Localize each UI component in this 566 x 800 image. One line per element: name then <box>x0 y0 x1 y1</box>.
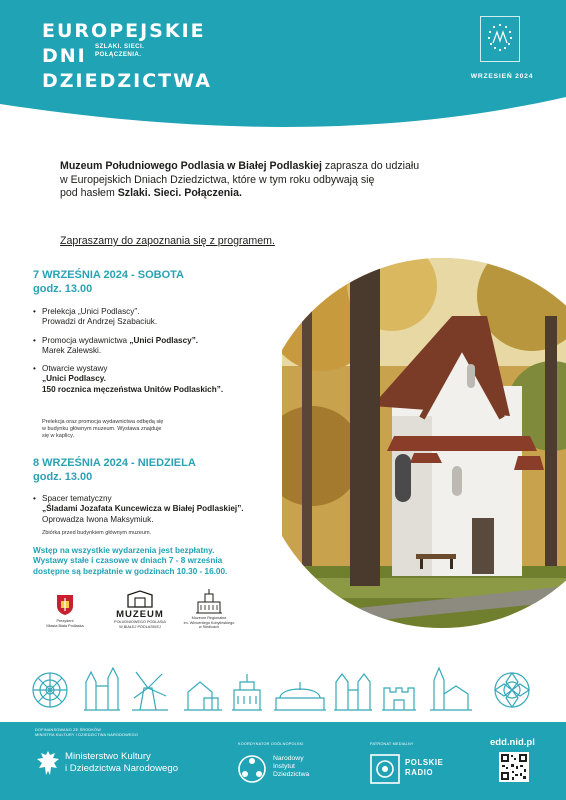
day-1-item-3-title-1: „Unici Podlascy. <box>42 374 107 384</box>
partner-1-line-1: Prezydent <box>56 619 74 623</box>
day-2-time: godz. 13.00 <box>33 471 93 483</box>
qr-code-icon[interactable] <box>499 752 529 782</box>
cathedral-icon <box>334 674 372 710</box>
intro-paragraph <box>60 160 490 201</box>
nid-line-1: Narodowy <box>273 755 304 762</box>
museum-name: Muzeum Południowego Podlasia w Białej Podlaskiej <box>60 160 322 172</box>
partner-2-sub-1: POŁUDNIOWEGO PODLASIA <box>114 620 166 624</box>
free-entry-note <box>33 546 227 577</box>
radio-line-1: POLSKIE <box>405 758 444 767</box>
intro-text-1: zaprasza do udziału <box>321 160 420 172</box>
brand-tagline <box>95 43 144 59</box>
coordinator-caption: KOORDYNATOR OGÓLNOPOLSKI <box>238 742 304 746</box>
church-icon <box>430 668 472 710</box>
day-1-item-1-sub: Prowadzi dr Andrzej Szabaciuk. <box>42 317 158 327</box>
day-1-note-line-1: Prelekcja oraz promocja wydawnictwa odbędą się <box>42 419 164 425</box>
day-2-item-1-title: „Śladami Jozafata Kuncewicza w Białej Podlaskiej”. <box>42 504 244 514</box>
partner-regional-museum <box>180 588 238 630</box>
house-icon <box>184 682 222 710</box>
chapel-photo <box>282 256 566 630</box>
partner-1-line-2: Miasta Biała Podlaska <box>46 623 84 628</box>
day-1-item-3-pre: Otwarcie wystawy <box>42 364 108 373</box>
bullet-icon: • <box>33 364 36 373</box>
day-1-item-1 <box>33 307 158 328</box>
funding-caption-1: DOFINANSOWANO ZE ŚRODKÓW <box>35 728 102 732</box>
tagline-line-2: POŁĄCZENIA. <box>95 51 142 58</box>
ministry-name <box>65 751 178 774</box>
day-1-title: 7 WRZEŚNIA 2024 - SOBOTA <box>33 269 184 281</box>
day-2-item-1-sub: Oprowadza Iwona Maksymiuk. <box>42 514 154 524</box>
ornament-icon <box>495 673 529 707</box>
stars-icon <box>481 17 519 61</box>
bullet-icon: • <box>33 494 36 503</box>
city-crest-icon <box>56 594 74 616</box>
free-entry-line-2: Wystawy stałe i czasowe w dniach 7 - 8 września <box>33 556 223 566</box>
day-1-item-3-title-2: 150 rocznica męczeństwa Unitów Podlaskich”. <box>42 384 224 394</box>
day-1-note-line-3: się w kaplicy. <box>42 433 74 440</box>
partner-2-name: MUZEUM <box>116 609 164 620</box>
heritage-icons-row <box>28 664 540 716</box>
palace-outline-icon <box>232 674 262 710</box>
radio-name <box>405 758 443 777</box>
nid-line-3: Dziedzictwa <box>273 771 310 778</box>
eagle-emblem-icon <box>35 749 61 779</box>
event-motto: Szlaki. Sieci. Połączenia. <box>117 187 242 200</box>
day-1-note-line-2: w budynku głównym muzeum. Wystawa znajduje <box>42 426 162 433</box>
nid-logo-icon <box>236 753 268 785</box>
day-2-title: 8 WRZEŚNIA 2024 - NIEDZIELA <box>33 457 196 469</box>
nid-name <box>273 755 309 779</box>
nid-line-2: Instytut <box>273 763 295 770</box>
day-1-item-2 <box>33 336 199 357</box>
towers-icon <box>84 668 120 710</box>
day-2-note: Zbiórka przed budynkiem głównym muzeum. <box>42 530 152 536</box>
day-1-time: godz. 13.00 <box>33 283 93 295</box>
funding-caption-2: MINISTRA KULTURY I DZIEDZICTWA NARODOWEGO <box>35 732 138 737</box>
bullet-icon: • <box>33 307 36 316</box>
day-1-item-3 <box>33 364 224 395</box>
funding-caption <box>35 728 138 737</box>
intro-text-2: w Europejskich Dniach Dziedzictwa, które w tym roku odbywają się <box>60 173 375 186</box>
partner-museum-logo <box>108 590 172 629</box>
rosette-icon <box>33 673 67 707</box>
partner-city-president <box>33 594 97 628</box>
castle-icon <box>382 688 416 710</box>
intro-text-3: pod hasłem <box>60 187 118 200</box>
windmill-icon <box>132 672 168 710</box>
palace-icon <box>194 588 224 614</box>
dome-icon <box>274 682 326 710</box>
day-1-item-2-title: „Unici Podlascy”. <box>129 336 199 345</box>
partner-3-line-2: im. Wincentego Kobylińskiego <box>183 620 235 625</box>
media-patron-caption: PATRONAT MEDIALNY <box>370 742 414 746</box>
day-1-item-2-pre: Promocja wydawnictwa <box>42 336 130 345</box>
free-entry-line-1: Wstęp na wszystkie wydarzenia jest bezpłatny. <box>33 546 215 555</box>
day-2-item-1 <box>33 494 282 525</box>
brand-line-3: DZIEDZICTWA <box>42 70 212 92</box>
partner-2-sub-2: W BIAŁEJ PODLASKIEJ <box>119 624 161 629</box>
day-2-item-1-pre: Spacer tematyczny <box>42 494 112 503</box>
partner-3-line-3: w Siedlcach <box>198 625 220 630</box>
polskie-radio-logo-icon <box>370 754 400 784</box>
day-1-note <box>42 419 163 441</box>
event-month: WRZESIEŃ 2024 <box>470 73 534 80</box>
ministry-line-1: Ministerstwo Kultury <box>65 751 151 762</box>
brand-line-1: EUROPEJSKIE <box>42 20 206 42</box>
program-invitation: Zapraszamy do zapoznania się z programem. <box>60 235 275 247</box>
ministry-line-2: i Dziedzictwa Narodowego <box>65 762 179 774</box>
council-of-europe-logo <box>480 16 520 62</box>
free-entry-line-3: dostępne są bezpłatnie w godzinach 10.30 - 16.00. <box>33 566 228 576</box>
museum-building-icon <box>127 590 153 608</box>
radio-line-2: RADIO <box>405 767 434 777</box>
day-1-item-1-title: Prelekcja „Unici Podlascy”. <box>42 307 140 316</box>
bullet-icon: • <box>33 336 36 345</box>
partner-3-line-1: Muzeum Regionalne <box>191 616 227 620</box>
website-link[interactable]: edd.nid.pl <box>490 737 535 748</box>
brand-line-2: DNI <box>42 45 87 67</box>
day-1-item-2-sub: Marek Zalewski. <box>42 346 102 356</box>
tagline-line-1: SZLAKI. SIECI. <box>95 43 145 50</box>
